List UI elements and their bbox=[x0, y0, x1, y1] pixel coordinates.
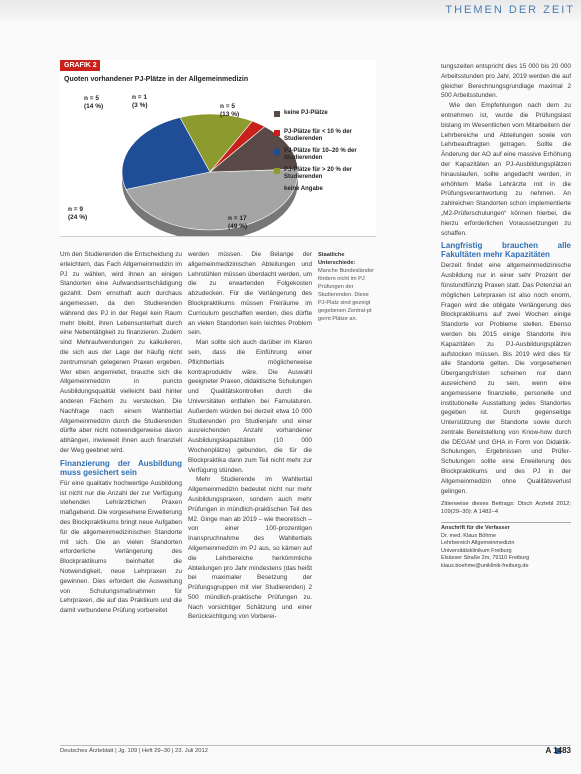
article-column-3 bbox=[441, 62, 571, 742]
footer-rule bbox=[60, 745, 571, 746]
article-column-2 bbox=[188, 250, 312, 740]
paragraph: Wie den Empfehlungen nach dem zu entnehmen ist, wurde die Prüfungslast bislang im Wesentlichen vom Mitarbeitern der Lehrbereiche und Abteilungen sowie von Lehrbeauftragten getragen. Sollte die Änderung der AO auf eine massive Erhöhung der Kapazitäten an PJ-Ausbildungsplätzen hinauslaufen, sollte angedacht werden, in erhöhtem Maße Lehrärzte mit in die Prüfungsverantwortung zu nehmen. An zahlreichen Standorten schon implementierte „M2-Prüferschulungen“ können hierbei, die hierzu erforderlichen Voraussetzungen zu schaffen. bbox=[441, 102, 571, 237]
author-line: Elsässer Straße 2m, 79110 Freiburg bbox=[441, 555, 530, 562]
paragraph: Um den Studierenden die Entscheidung zu erleichtern, das Fach Allgemeinmedizin im PJ zu wählen, wird ihnen an einigen Standorten eine Aufwandsentschädigung gezahlt. Dem ernsthaft auch durchaus angemessen, da den Studierenden während des PJ in der Regel kein Raum mehr bleibt, ihren Lebensunterhalt durch eine Nebentätigkeit zu finanzieren. Zudem sind Mehraufwendungen zu kalkulieren, die sich aus der Lage der häufig nicht zentrumsnah gelegenen Praxen ergeben. Wer eben angemietet, brauche sich die Allgemeinmedizin in puncto Ausbildungsqualität vielleicht bald hinter anderen Fächern zu verstecken. Die Nachfrage nach einem Wahltertial Allgemeinmedizin durch die Studierenden dürfte aber nicht notwendigerweise davon abhängen, inwieweit ihnen auch finanziell der Weg geebnet wird. bbox=[60, 251, 182, 454]
legend-item bbox=[274, 148, 374, 167]
legend-item bbox=[274, 167, 374, 186]
legend-text: PJ-Plätze für 10–20 % der Studierenden bbox=[284, 148, 357, 161]
margin-note bbox=[318, 251, 374, 323]
chart-legend bbox=[274, 110, 374, 205]
citation-link[interactable]: Zitierweise dieses Beitrags: Dtsch Arztebl 2012; 109(29–30): A 1482–4 bbox=[441, 501, 571, 516]
pie-label-slice-1: n = 17 (49 %) bbox=[228, 215, 248, 230]
legend-item bbox=[274, 186, 374, 205]
section-label: THEMEN DER ZEIT bbox=[445, 4, 575, 16]
pie-label-slice-4: n = 1 (3 %) bbox=[132, 94, 148, 109]
author-line: Universitätsklinikum Freiburg bbox=[441, 547, 512, 554]
author-line: Dr. med. Klaus Böhme bbox=[441, 532, 497, 539]
legend-text: PJ-Plätze für < 10 % der Studierenden bbox=[284, 129, 352, 142]
page-number: A 1483 bbox=[545, 746, 571, 755]
legend-item bbox=[274, 129, 374, 148]
pie-label-slice-3: n = 5 (14 %) bbox=[84, 95, 104, 110]
legend-swatch bbox=[274, 149, 280, 155]
legend-swatch bbox=[274, 187, 280, 193]
legend-item bbox=[274, 110, 374, 129]
paragraph: werden müssen. Die Belange der allgemeinmedizinischen Abteilungen und Lehrstühlen müssen überdacht werden, um die zu erwartenden Folgekosten abzudecken. Für die Verlängerung des Blockpraktikums müssen Freiräume im Curriculum geschaffen werden, dies dürfte an vielen Standorten kein leichtes Problem sein. bbox=[188, 251, 312, 337]
legend-text: keine Angabe bbox=[284, 186, 323, 192]
paragraph: Mehr Studierende im Wahltertial Allgemeinmedizin bedeutet nicht nur mehr Ausbildungspraxen, sondern auch mehr Prüfungen in mündlich-praktischen Teil des M2. Ginge man ab 2019 – wie theoretisch – von einer 100-prozentigen Inanspruchnahme des Wahltertials Allgemeinmedizin im PJ aus, so kämen auf die Lehrbereiche herkömmliche Abteilungen pro Jahr mindestens (das heißt bei maximaler Besetzung der Prüfungsgruppen mit vier Studierenden) 2 500 mündlich-praktische Prüfungen zu. Nach vorsichtiger Schätzung und einer Berücksichtigung von Vorberei- bbox=[188, 476, 312, 621]
legend-swatch bbox=[274, 111, 280, 117]
author-line: Lehrbereich Allgemeinmedizin bbox=[441, 540, 515, 547]
subheading: Finanzierung der Ausbildung muss gesichert sein bbox=[60, 458, 182, 477]
legend-text: keine PJ-Plätze bbox=[284, 110, 328, 116]
article-column-1 bbox=[60, 250, 182, 740]
margin-note-title: Staatliche Unterschiede: bbox=[318, 252, 356, 266]
legend-text: PJ-Plätze für > 20 % der Studierenden bbox=[284, 167, 352, 180]
figure-title: Quoten vorhandener PJ-Plätze in der Allgemeinmedizin bbox=[64, 76, 249, 83]
pie-label-slice-2: n = 9 (24 %) bbox=[68, 206, 88, 221]
footer-journal: Deutsches Ärzteblatt | Jg. 109 | Heft 29–30 | 23. Juli 2012 bbox=[60, 748, 208, 754]
author-address bbox=[441, 522, 571, 570]
margin-note-text: Manche Bundesländer fördern nicht im PJ Prüfungen der Studierenden. Diese PJ-Platz sind gezeigt gegebenen Zentral-pt gernt Plätze an. bbox=[318, 268, 374, 322]
paragraph: Derzeit findet eine allgemeinmedizinische Ausbildung nur in einer sehr Prozent der fünstundfünzig Praxen statt. Das Potenzial an möglichen Lehrpraxen ist also noch enorm, Fragen wird die obligate Verlängerung des Blockpraktikums auf zwei Wochen einige Standorte vor Probleme stellen. Ebenso werden bis 2015 einige Standorte ihre Kapazitäten zu PJ-Ausbildungsplätzen aufstocken müssen. Bis 2019 wird dies für alle Standorte gelten. Die vorgesehenen Übergangsfristen scheinen nur dann ausreichend zu sein, wenn eine angemessene finanzielle, personelle und institutionelle Ausstattung jedes Standortes gegeben ist. Durch gegenseitige Unterstützung der Standorte sowie durch zentrale Bereitstellung von Know-how durch die DEGAM und GHA in Form von Didaktik-Schulungen, Ergebnissen und Prüfer-Schulungen sollte eine Erweiterung des Blockpraktikums und des PJ in der Allgemeinmedizin ohne Qualitätsverlust gelingen. bbox=[441, 262, 571, 495]
paragraph: tungszeiten entspricht dies 15 000 bis 20 000 Arbeitsstunden pro Jahr, 2019 werden die auf gleicher Berechnungsgrundlage maximal 2 500 Arbeitsstunden. bbox=[441, 63, 571, 100]
pie-label-slice-5: n = 5 (13 %) bbox=[220, 103, 240, 118]
subheading: Langfristig brauchen alle Fakultäten mehr Kapazitäten bbox=[441, 241, 571, 260]
paragraph: Für eine qualitativ hochwertige Ausbildung ist nicht nur die Anzahl der zur Verfügung stehenden Lehrärztlichen Praxen maßgebend. Die vorgesehene Erweiterung des Blockpraktikums bringt neue Aufgaben für die allgemeinmedizinischen Standorte mit sich. Die an vielen Standorten erforderliche Verlängerung des Blockpraktikums beinhaltet die Notwendigkeit, neue Lehrpraxen zu gewinnen. Dies erfordert die Ausweitung von Schulungsmaßnahmen für Lehrpraxen, die auf das Praktikum und die damit verbundene Prüfung vorbereitet bbox=[60, 479, 182, 615]
author-heading: Anschrift für die Verfasser bbox=[441, 525, 510, 532]
author-email[interactable]: klaus.boehme@uniklinik-freiburg.de bbox=[441, 562, 529, 569]
figure-label: GRAFIK 2 bbox=[60, 60, 100, 71]
legend-swatch bbox=[274, 168, 280, 174]
legend-swatch bbox=[274, 130, 280, 136]
paragraph: Man sollte sich auch darüber im Klaren sein, dass die Einführung einer Pflichttertials möglicherweise kontraproduktiv wäre. Die Auswahl geeigneter Praxen, didaktische Schulungen und Qualitätskontrollen durch die Universitäten entfallen bei Famulaturen. Außerdem würden bei derzeit etwa 10 000 Studierenden pro Studienjahr und einer ausreichenden Anzahl vorhandener Ausbildungskapazitäten (10 000 Wochenplätze) gebunden, die für die Blockpraktika dann zum Teil nicht mehr zur Verfügung stünden. bbox=[188, 339, 312, 474]
